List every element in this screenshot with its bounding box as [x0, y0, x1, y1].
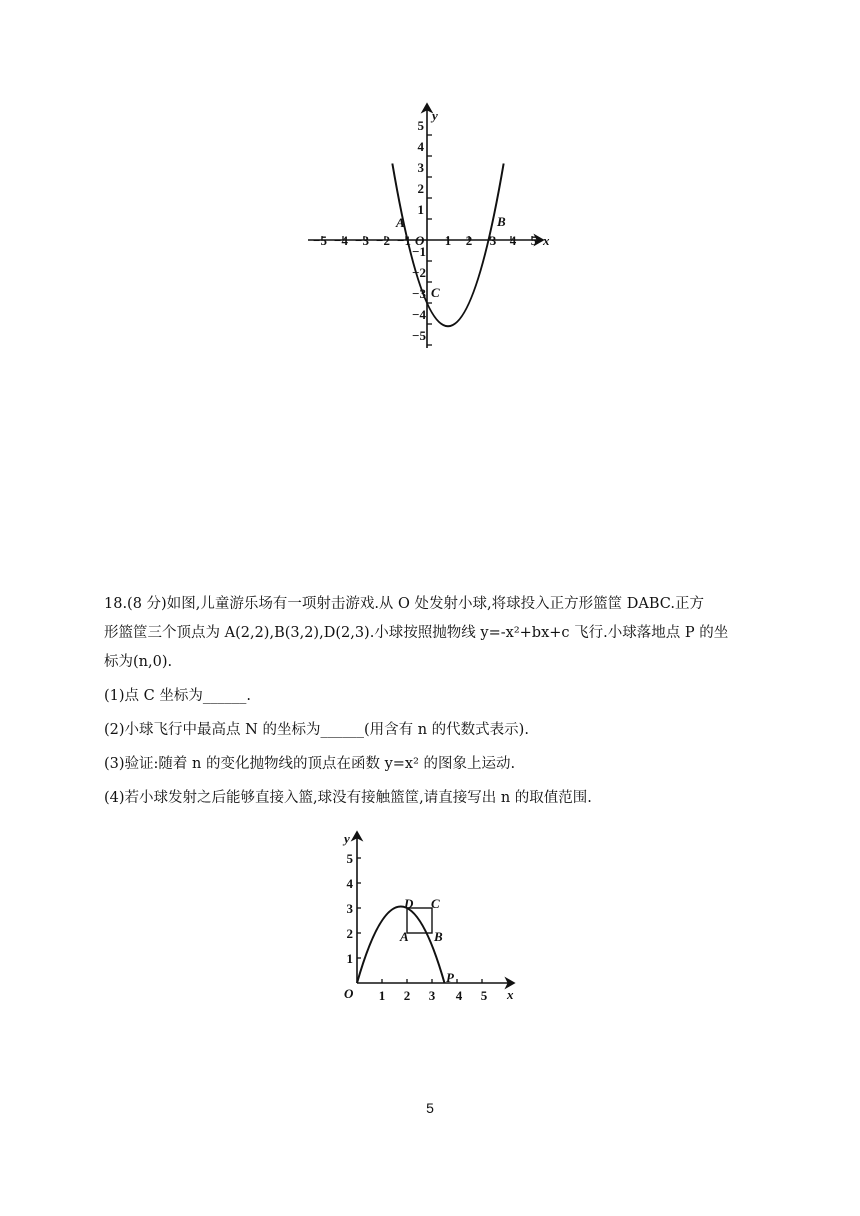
y-tick-label: 2 [346, 926, 353, 941]
y-tick-label: 3 [346, 901, 353, 916]
y-axis-label: y [432, 108, 438, 123]
y-tick-label: −1 [412, 244, 426, 259]
x-tick-label: 3 [489, 233, 497, 248]
figure-parabola-1 [300, 100, 560, 360]
question-4: (4)若小球发射之后能够直接入篮,球没有接触篮筐,请直接写出 n 的取值范围. [104, 790, 592, 806]
x-axis-label: x [543, 233, 550, 248]
x-tick-label: 5 [480, 988, 488, 1003]
y-tick-label: 4 [346, 876, 353, 891]
point-label-c: C [431, 896, 440, 911]
y-tick-label: 2 [417, 181, 424, 196]
point-label-a: A [396, 215, 405, 230]
x-tick-label: 1 [378, 988, 386, 1003]
problem-line-3: 标为(n,0). [104, 654, 173, 670]
y-tick-label: 4 [417, 139, 424, 154]
question-1: (1)点 C 坐标为______. [104, 688, 251, 704]
point-label-b: B [434, 929, 443, 944]
x-tick-label: −2 [376, 233, 390, 248]
origin-label: O [415, 233, 425, 248]
x-tick-label: 2 [465, 233, 473, 248]
y-tick-label: 5 [346, 851, 353, 866]
point-label-c: C [431, 285, 440, 300]
x-tick-label: 3 [428, 988, 436, 1003]
y-tick-label: 5 [417, 118, 424, 133]
x-tick-label: 4 [455, 988, 463, 1003]
y-tick-label: −4 [412, 307, 426, 322]
x-tick-label: 4 [509, 233, 517, 248]
problem-line-2: 形篮筐三个顶点为 A(2,2),B(3,2),D(2,3).小球按照抛物线 y=-x²+bx+c 飞行.小球落地点 P 的坐 [104, 625, 729, 641]
problem-18 [104, 590, 764, 813]
y-tick-label: −5 [412, 328, 426, 343]
y-tick-label: 3 [417, 160, 424, 175]
x-tick-label: 2 [403, 988, 411, 1003]
x-tick-label: 5 [530, 233, 538, 248]
y-tick-label: 1 [346, 951, 353, 966]
problem-line-1: 18.(8 分)如图,儿童游乐场有一项射击游戏.从 O 处发射小球,将球投入正方形篮筐 DABC.正方 [104, 596, 704, 612]
question-3: (3)验证:随着 n 的变化抛物线的顶点在函数 y=x² 的图象上运动. [104, 756, 516, 772]
y-axis-label: y [344, 831, 350, 846]
x-tick-label: −4 [334, 233, 348, 248]
y-tick-label: 1 [417, 202, 424, 217]
origin-label: O [344, 986, 354, 1001]
point-label-a: A [400, 929, 409, 944]
point-label-b: B [497, 214, 506, 229]
page-number: 5 [426, 1100, 434, 1116]
x-tick-label: −1 [397, 233, 411, 248]
question-2: (2)小球飞行中最高点 N 的坐标为______(用含有 n 的代数式表示). [104, 722, 529, 738]
y-tick-label: −2 [412, 265, 426, 280]
x-tick-label: 1 [444, 233, 452, 248]
point-label-d: D [404, 896, 414, 911]
figure-basket-trajectory [334, 828, 524, 1013]
x-tick-label: −5 [313, 233, 327, 248]
point-label-p: P [446, 970, 454, 985]
x-axis-label: x [507, 987, 514, 1002]
y-tick-label: −3 [412, 286, 426, 301]
x-tick-label: −3 [355, 233, 369, 248]
